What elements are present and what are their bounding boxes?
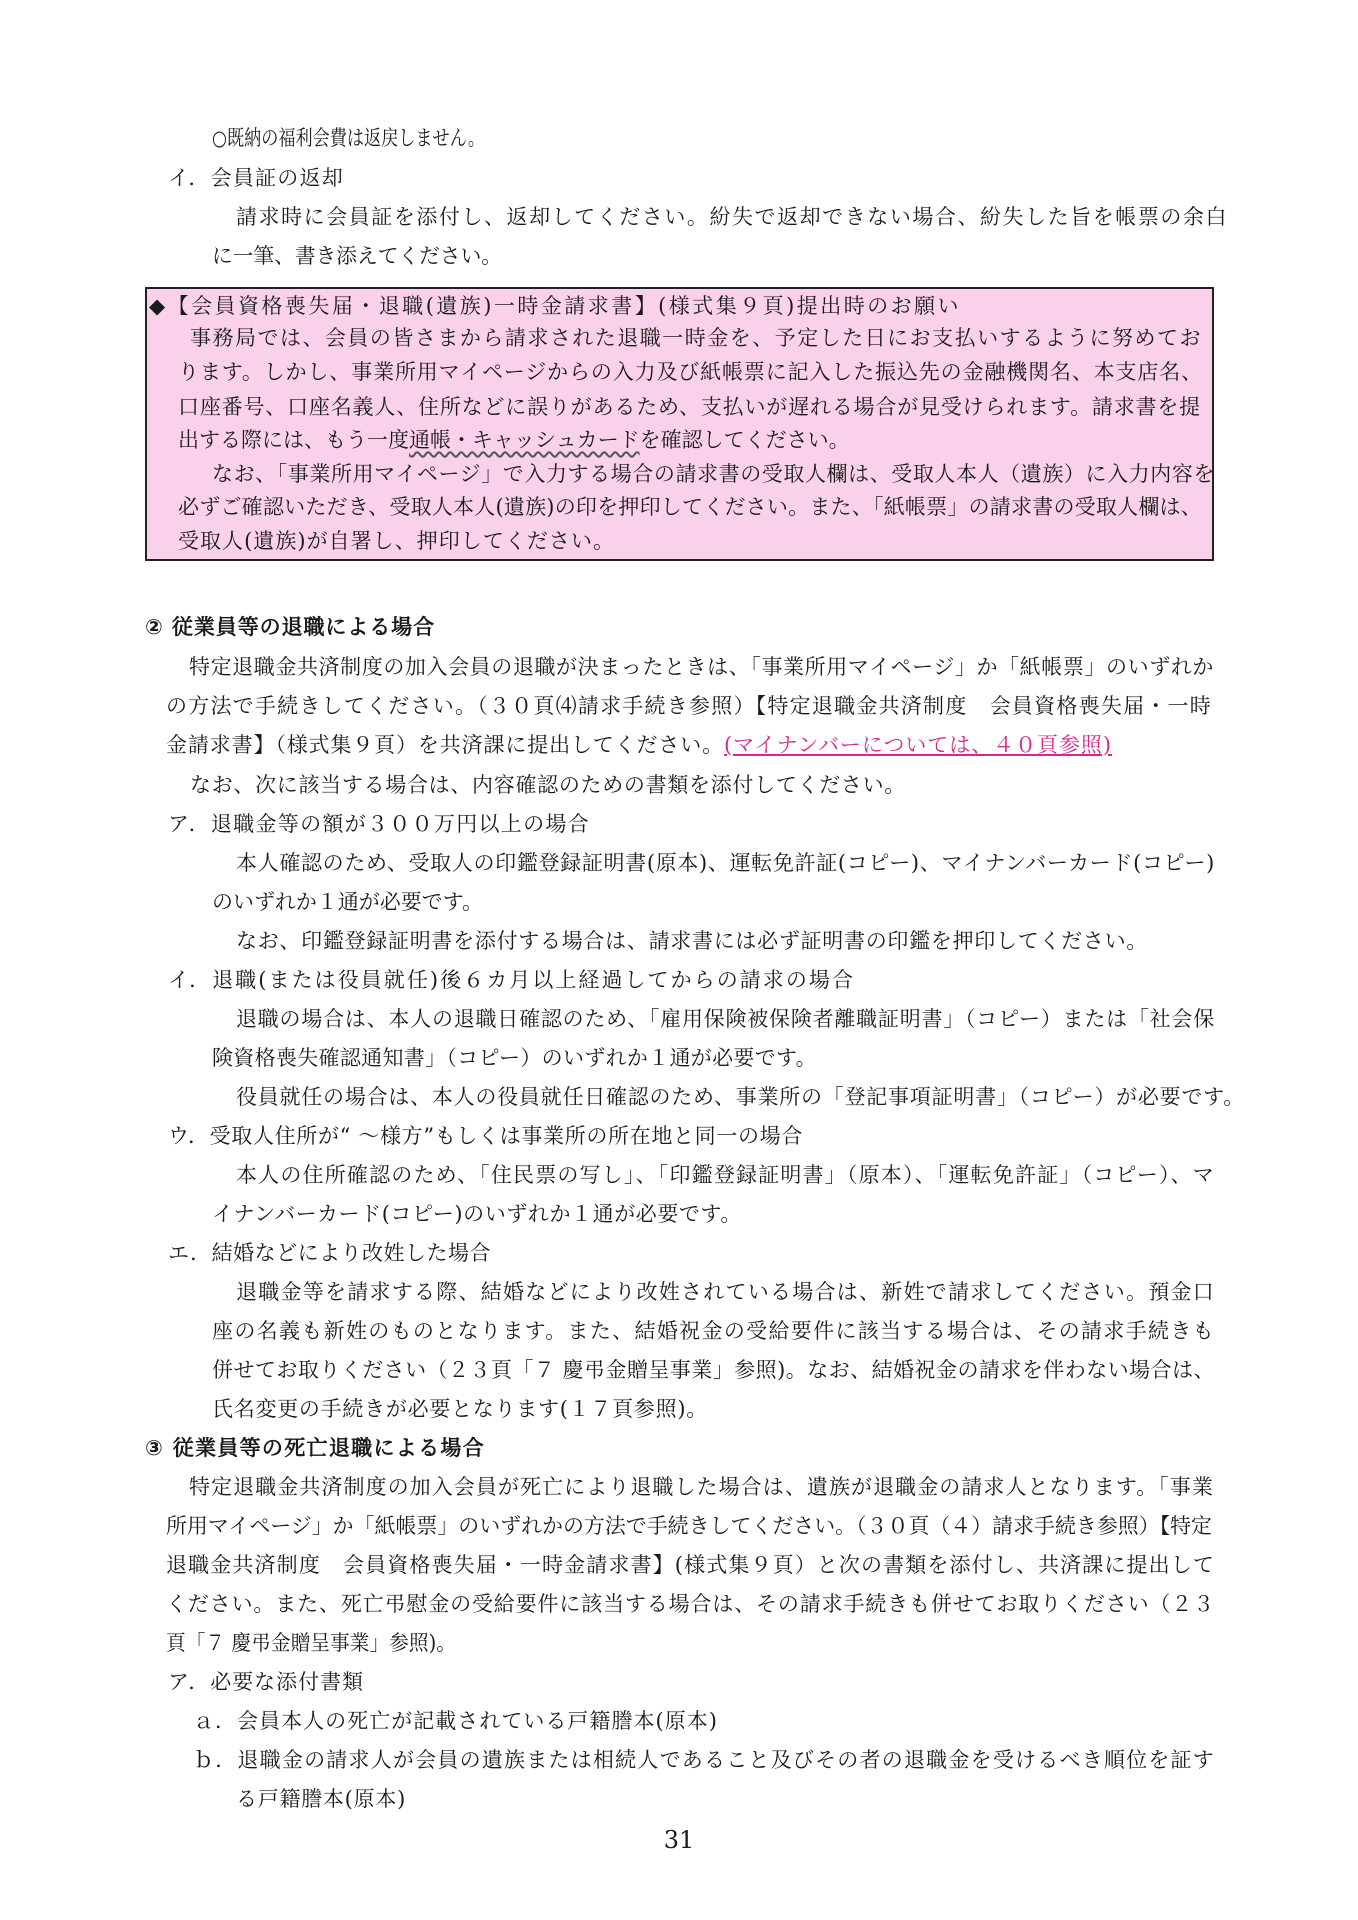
s3-line-5: 頁「７ 慶弔金贈呈事業」参照)。 [166, 1631, 456, 1655]
s2-e-line-3: 併せてお取りください（２３頁「７ 慶弔金贈呈事業」参照)。なお、結婚祝金の請求を伴わない場合は、 [212, 1358, 1215, 1382]
item-i-line1: 請求時に会員証を添付し、返却してください。紛失で返却できない場合、紛失した旨を帳票の余白 [236, 205, 1228, 229]
notice-line-3: 口座番号、口座名義人、住所などに誤りがあるため、支払いが遅れる場合が見受けられます。請求書を提 [178, 395, 1201, 419]
section-3-heading: ③ 従業員等の死亡退職による場合 [145, 1436, 485, 1460]
item-i-line2: に一筆、書き添えてください。 [212, 244, 502, 268]
s3-a-item-b-line-2: る戸籍謄本(原本) [236, 1787, 406, 1811]
s2-line-3: 金請求書】（様式集９頁）を共済課に提出してください。(マイナンバーについては、４０頁参照) [166, 733, 1112, 757]
s2-u-line-2: イナンバーカード(コピー)のいずれか１通が必要です。 [212, 1202, 742, 1226]
s2-e-line-1: 退職金等を請求する際、結婚などにより改姓されている場合は、新姓で請求してください。預金口 [236, 1280, 1215, 1304]
s2-u-title: ウ．受取人住所が“ ～様方”もしくは事業所の所在地と同一の場合 [168, 1124, 803, 1148]
s3-line-1: 特定退職金共済制度の加入会員が死亡により退職した場合は、遺族が退職金の請求人となります。「事業 [189, 1475, 1214, 1499]
s2-a-title: ア．退職金等の額が３００万円以上の場合 [168, 812, 590, 836]
notice-line-2: ります。しかし、事業所用マイページからの入力及び紙帳票に記入した振込先の金融機関名、本支店名、 [178, 360, 1203, 384]
item-i-title: イ．会員証の返却 [168, 166, 344, 190]
s3-line-2: 所用マイページ」か「紙帳票」のいずれかの方法で手続きしてください。（３０頁（４）請求手続き参照）【特定 [166, 1514, 1212, 1538]
notice-line-5: なお、「事業所用マイページ」で入力する場合の請求書の受取人欄は、受取人本人（遺族）に入力内容を [212, 462, 1215, 486]
s2-a-line-2: のいずれか１通が必要です。 [212, 890, 483, 914]
notice-line-6: 必ずご確認いただき、受取人本人(遺族)の印を押印してください。また、「紙帳票」の請求書の受取人欄は、 [178, 495, 1202, 519]
s2-u-line-1: 本人の住所確認のため、「住民票の写し」、「印鑑登録証明書」（原本）、「運転免許証」（コピー）、マ [236, 1163, 1215, 1187]
s2-i-line-1: 退職の場合は、本人の退職日確認のため、「雇用保険被保険者離職証明書」（コピー）または「社会保 [236, 1007, 1215, 1031]
s3-a-item-b-line-1: ｂ．退職金の請求人が会員の遺族または相続人であること及びその者の退職金を受けるべき順位を証す [193, 1748, 1215, 1772]
s3-a-title: ア．必要な添付書類 [168, 1670, 364, 1694]
s2-i-line-2: 険資格喪失確認通知書」（コピー）のいずれか１通が必要です。 [212, 1046, 817, 1070]
s2-i-line-3: 役員就任の場合は、本人の役員就任日確認のため、事業所の「登記事項証明書」（コピー）が必要です。 [236, 1085, 1245, 1109]
refund-note: ○既納の福利会費は返戻しません。 [212, 126, 485, 150]
s3-a-item-a: ａ．会員本人の死亡が記載されている戸籍謄本(原本) [193, 1709, 718, 1733]
s2-a-line-1: 本人確認のため、受取人の印鑑登録証明書(原本)、運転免許証(コピー)、マイナンバーカード(コピー) [236, 851, 1215, 875]
s2-line-1: 特定退職金共済制度の加入会員の退職が決まったときは、「事業所用マイページ」か「紙帳票」のいずれか [189, 655, 1214, 679]
mynumber-reference-link[interactable]: (マイナンバーについては、４０頁参照) [724, 733, 1112, 757]
s2-i-title: イ．退職(または役員就任)後６カ月以上経過してからの請求の場合 [168, 968, 855, 992]
notice-line-4: 出する際には、もう一度通帳・キャッシュカードを確認してください。 [178, 428, 850, 452]
notice-line-1: 事務局では、会員の皆さまから請求された退職一時金を、予定した日にお支払いするように努めてお [190, 326, 1202, 350]
notice-line-7: 受取人(遺族)が自署し、押印してください。 [178, 529, 615, 553]
s2-e-title: エ．結婚などにより改姓した場合 [168, 1241, 491, 1265]
s2-line-4: なお、次に該当する場合は、内容確認のための書類を添付してください。 [190, 773, 906, 797]
s2-line-2: の方法で手続きしてください。（３０頁⑷請求手続き参照）【特定退職金共済制度 会員資格喪失届・一時 [166, 694, 1212, 718]
s3-line-4: ください。また、死亡弔慰金の受給要件に該当する場合は、その請求手続きも併せてお取りください（２３ [166, 1592, 1215, 1616]
s2-e-line-2: 座の名義も新姓のものとなります。また、結婚祝金の受給要件に該当する場合は、その請求手続きも [212, 1319, 1215, 1343]
notice-title: ◆【会員資格喪失届・退職(遺族)一時金請求書】(様式集９頁)提出時のお願い [149, 294, 961, 318]
s2-a-line-3: なお、印鑑登録証明書を添付する場合は、請求書には必ず証明書の印鑑を押印してください。 [236, 929, 1148, 953]
s3-line-3: 退職金共済制度 会員資格喪失届・一時金請求書】(様式集９頁）と次の書類を添付し、共済課に提出して [166, 1553, 1215, 1577]
section-2-heading: ② 従業員等の退職による場合 [145, 615, 435, 639]
page-number: 31 [663, 1826, 695, 1854]
s2-e-line-4: 氏名変更の手続きが必要となります(１７頁参照)。 [212, 1397, 708, 1421]
